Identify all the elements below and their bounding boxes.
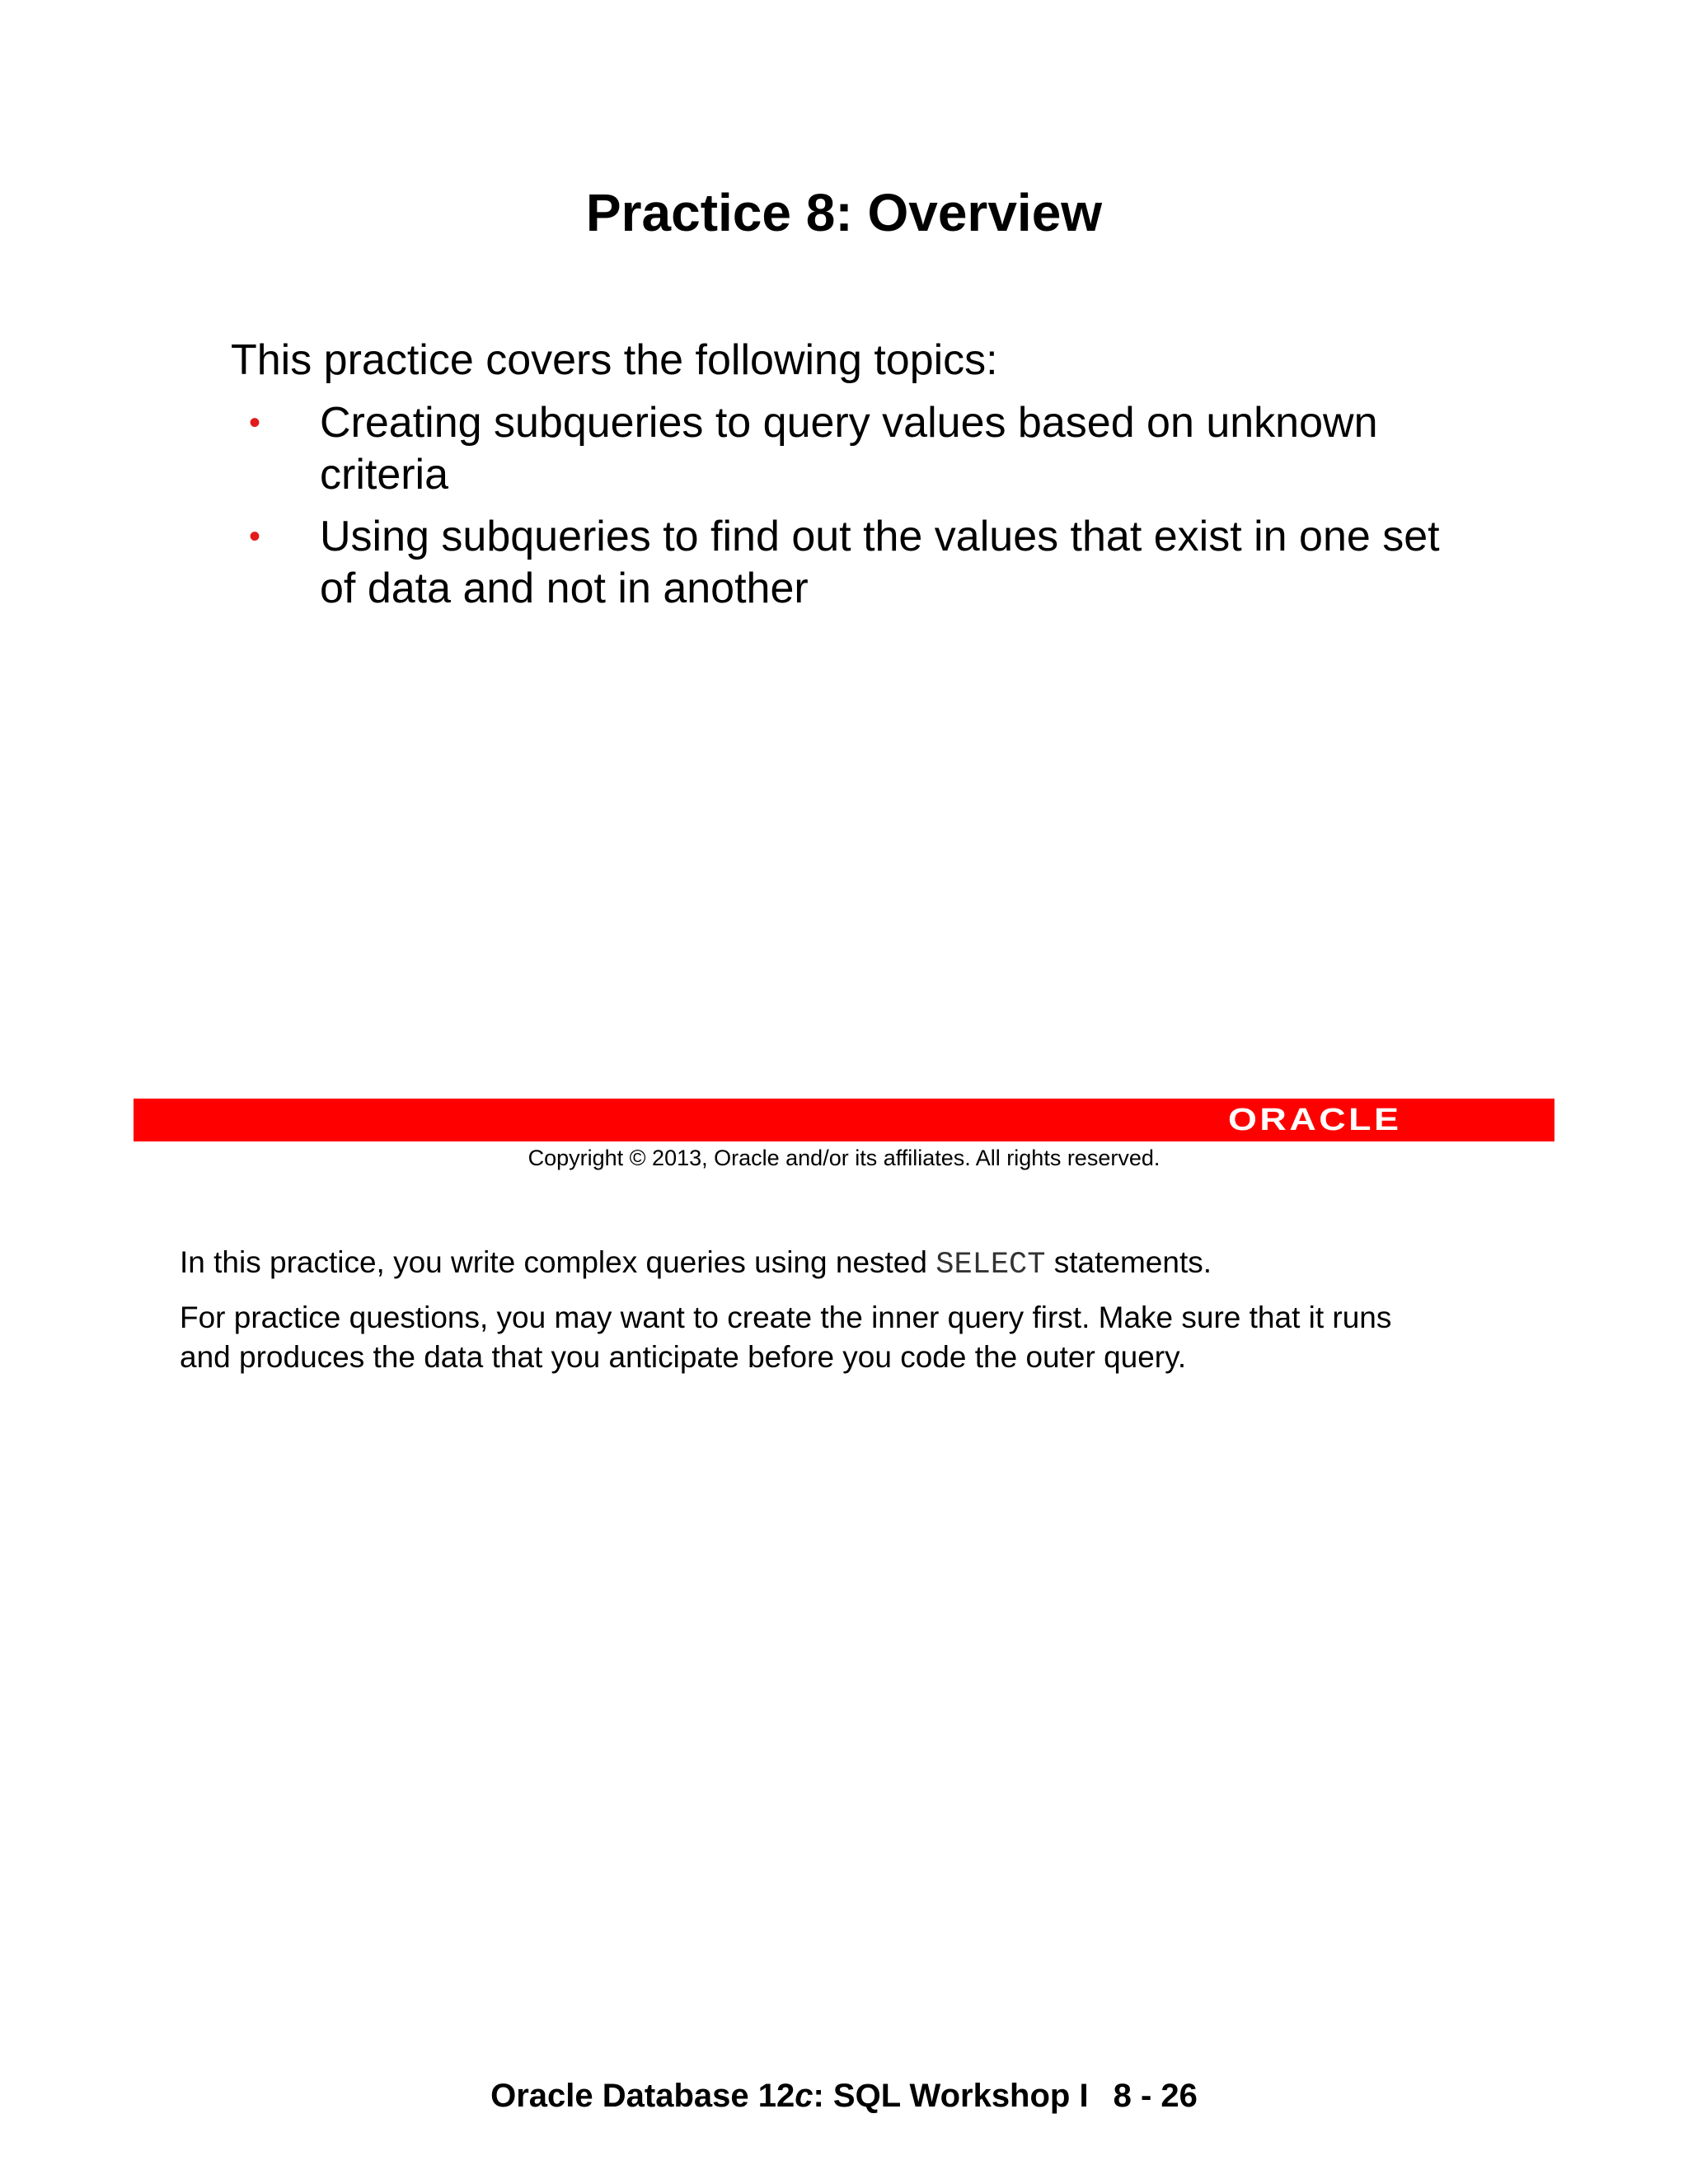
- topic-item: [231, 397, 1500, 501]
- oracle-logo: [1228, 1101, 1402, 1139]
- topic-line: Using subqueries to find out the values that exist in one set: [320, 513, 1440, 560]
- code-keyword: SELECT: [935, 1248, 1046, 1282]
- bullet-icon: •: [249, 518, 261, 555]
- topic-line: Creating subqueries to query values based on unknown: [320, 399, 1378, 447]
- page-number: 8 - 26: [1113, 2078, 1198, 2114]
- notes-paragraph: [180, 1298, 1515, 1377]
- footer-title: Oracle Database 12: [490, 2078, 795, 2114]
- topic-line: of data and not in another: [320, 565, 809, 612]
- footer-title-suffix: : SQL Workshop I: [813, 2078, 1089, 2114]
- notes-text: and produces the data that you anticipate before you code the outer query.: [180, 1340, 1187, 1374]
- topic-item: [231, 511, 1500, 615]
- footer-title-italic: c: [795, 2078, 814, 2114]
- instructor-notes: [180, 1243, 1515, 1390]
- bullet-icon: •: [249, 405, 261, 441]
- notes-paragraph: [180, 1243, 1515, 1285]
- copyright-notice: Copyright © 2013, Oracle and/or its affiliates. All rights reserved.: [528, 1146, 1160, 1170]
- slide-title: Practice 8: Overview: [585, 183, 1103, 242]
- slide-intro: This practice covers the following topics:: [231, 336, 998, 384]
- notes-text: For practice questions, you may want to create the inner query first. Make sure that it runs: [180, 1301, 1392, 1334]
- topic-line: criteria: [320, 451, 449, 499]
- oracle-wordmark-icon: ORACLE: [1228, 1102, 1402, 1137]
- page-footer: [0, 2075, 1688, 2116]
- topic-list: [231, 397, 1500, 625]
- notes-text: statements.: [1045, 1245, 1212, 1279]
- notes-text: In this practice, you write complex queries using nested: [180, 1245, 936, 1279]
